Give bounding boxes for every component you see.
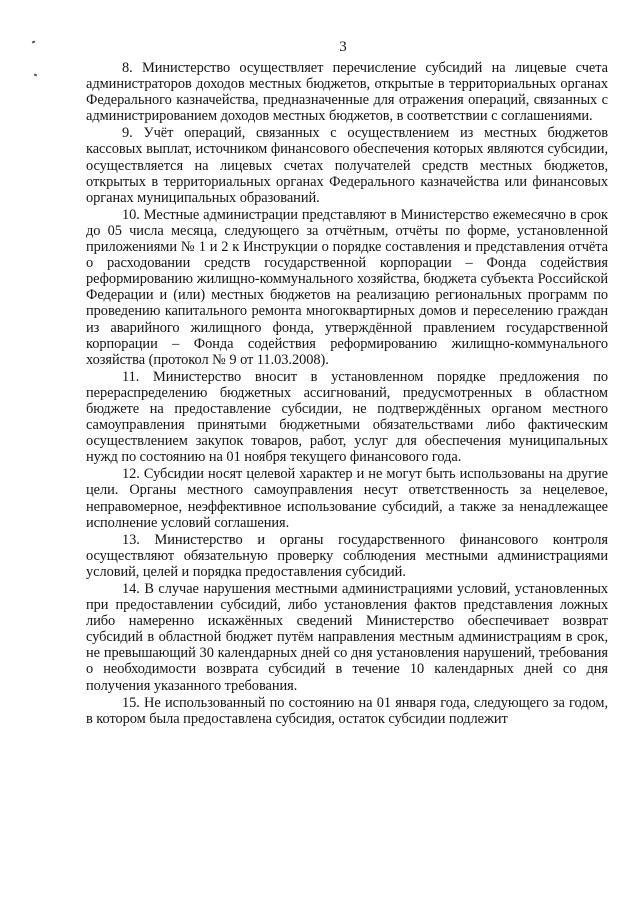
paragraph-9: 9. Учёт операций, связанных с осуществлением из местных бюджетов кассовых выплат, источником финансового обеспечения которых являются субсидии, осуществляется на лицевых счетах получателей средств местных бюджетов, открытых в территориальных органах Федерального казначейства или финансовых органах муниципальных образований. <box>86 125 608 206</box>
page-number: 3 <box>339 39 347 55</box>
paragraph-14: 14. В случае нарушения местными администрациями условий, установленных при предоставлении субсидий, либо установления фактов представления ложных либо намеренно искажённых сведений Министерство обеспечивает возврат субсидий в областной бюджет путём направления местным администрациям в срок, не превышающий 30 календарных дней со дня установления нарушений, требования о необходимости возврата субсидий в течение 10 календарных дней со дня получения указанного требования. <box>86 581 608 694</box>
document-body <box>86 60 608 727</box>
scan-speck <box>34 73 38 76</box>
paragraph-10: 10. Местные администрации представляют в Министерство ежемесячно в срок до 05 числа месяца, следующего за отчётным, отчёты по форме, установленной приложениями № 1 и 2 к Инструкции о порядке составления и представления отчёта о расходовании средств государственной корпорации – Фонда содействия реформированию жилищно-коммунального хозяйства, бюджета субъекта Российской Федерации и (или) местных бюджетов на реализацию региональных программ по проведению капитального ремонта многоквартирных домов и переселению граждан из аварийного жилищного фонда, утверждённой правлением государственной корпорации – Фонда содействия реформированию жилищно-коммунального хозяйства (протокол № 9 от 11.03.2008). <box>86 206 608 368</box>
paragraph-13: 13. Министерство и органы государственного финансового контроля осуществляют обязательную проверку соблюдения местными администрациями условий, целей и порядка предоставления субсидий. <box>86 531 608 580</box>
paragraph-15: 15. Не использованный по состоянию на 01 января года, следующего за годом, в котором была предоставлена субсидия, остаток субсидии подлежит <box>86 694 608 727</box>
paragraph-8: 8. Министерство осуществляет перечисление субсидий на лицевые счета администраторов доходов местных бюджетов, открытые в территориальных органах Федерального казначейства, предназначенные для отражения операций, связанных с администрированием доходов местных бюджетов, в соответствии с соглашениями. <box>86 60 608 125</box>
paragraph-11: 11. Министерство вносит в установленном порядке предложения по перераспределению бюджетных ассигнований, предусмотренных в областном бюджете на предоставление субсидии, не подтверждённых органом местного самоуправления принятыми бюджетными обязательствами либо фактическим осуществлением закупок товаров, работ, услуг для обеспечения муниципальных нужд по состоянию на 01 ноября текущего финансового года. <box>86 368 608 466</box>
paragraph-12: 12. Субсидии носят целевой характер и не могут быть использованы на другие цели. Органы местного самоуправления несут ответственность за нецелевое, неправомерное, неэффективное использование субсидий, а также за ненадлежащее исполнение условий соглашения. <box>86 466 608 531</box>
